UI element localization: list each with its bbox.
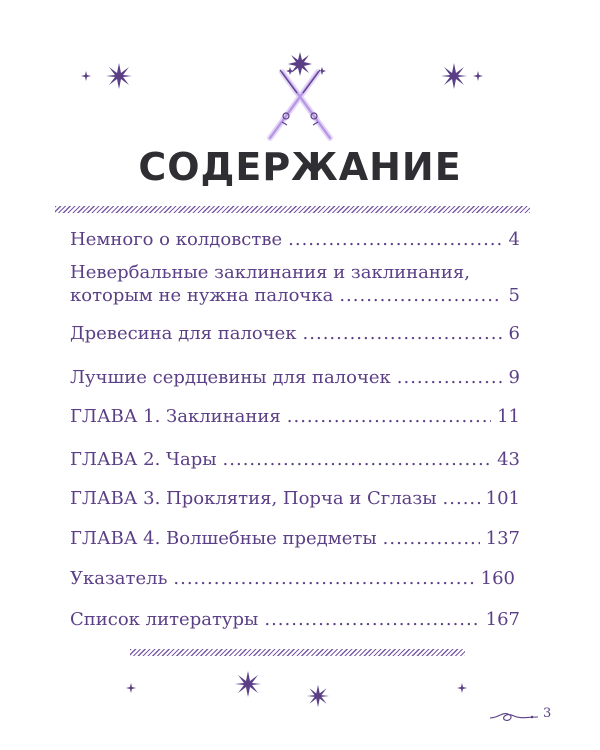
leader-dots: [303, 322, 502, 345]
page-number: 3: [543, 706, 552, 721]
toc-entry-label: Указатель: [70, 568, 168, 589]
leader-dots: [443, 487, 480, 510]
toc-entry-label: Список литературы: [70, 609, 259, 630]
leader-dots: [287, 405, 491, 428]
leader-dots: [397, 366, 502, 389]
toc-entry-page: 11: [497, 406, 520, 427]
star-icon: [105, 62, 133, 90]
toc-entry-label: ГЛАВА 3. Проклятия, Порча и Сглазы: [70, 488, 437, 509]
toc-entry[interactable]: [70, 405, 520, 428]
leader-dots: [264, 608, 479, 631]
toc-entry[interactable]: [70, 567, 515, 590]
star-icon: [306, 684, 330, 708]
leader-dots: [173, 567, 474, 590]
leader-dots: [223, 448, 492, 471]
toc-entry[interactable]: [70, 261, 520, 307]
star-icon: [80, 70, 92, 82]
star-icon: [456, 682, 468, 694]
toc-entry-page: 101: [485, 488, 520, 509]
toc-entry[interactable]: [70, 228, 520, 251]
divider-top: [55, 206, 530, 213]
toc-entry-label: которым не нужна палочка: [70, 285, 334, 306]
toc-entry[interactable]: [70, 322, 520, 345]
toc-entry[interactable]: [70, 527, 520, 550]
toc-entry-page: 5: [508, 285, 520, 306]
toc-entry[interactable]: [70, 608, 520, 631]
star-icon: [234, 670, 262, 698]
toc-entry-page: 4: [508, 229, 520, 250]
crossed-wands-icon: [240, 50, 360, 145]
toc-entry[interactable]: [70, 448, 520, 471]
toc-entry-page: 167: [485, 609, 520, 630]
toc-entry[interactable]: [70, 366, 520, 389]
flourish-icon: [488, 708, 540, 726]
toc-entry[interactable]: [70, 487, 520, 510]
leader-dots: [339, 284, 502, 307]
page-title: СОДЕРЖАНИЕ: [138, 145, 462, 189]
star-icon: [125, 682, 137, 694]
toc-entry-label-line1: Невербальные заклинания и заклинания,: [70, 262, 470, 283]
toc-entry-label: Лучшие сердцевины для палочек: [70, 367, 391, 388]
leader-dots: [288, 228, 502, 251]
toc-entry-label: ГЛАВА 2. Чары: [70, 449, 217, 470]
star-icon: [472, 70, 484, 82]
leader-dots: [383, 527, 480, 550]
toc-entry-page: 160: [480, 568, 515, 589]
toc-entry-label: ГЛАВА 1. Заклинания: [70, 406, 281, 427]
toc-entry-label: Немного о колдовстве: [70, 229, 283, 250]
divider-bottom: [130, 649, 465, 656]
star-icon: [440, 62, 468, 90]
toc-entry-page: 6: [508, 323, 520, 344]
toc-entry-page: 137: [485, 528, 520, 549]
toc-entry-label: ГЛАВА 4. Волшебные предметы: [70, 528, 377, 549]
toc-entry-page: 43: [497, 449, 520, 470]
toc-entry-label: Древесина для палочек: [70, 323, 297, 344]
toc-entry-page: 9: [508, 367, 520, 388]
